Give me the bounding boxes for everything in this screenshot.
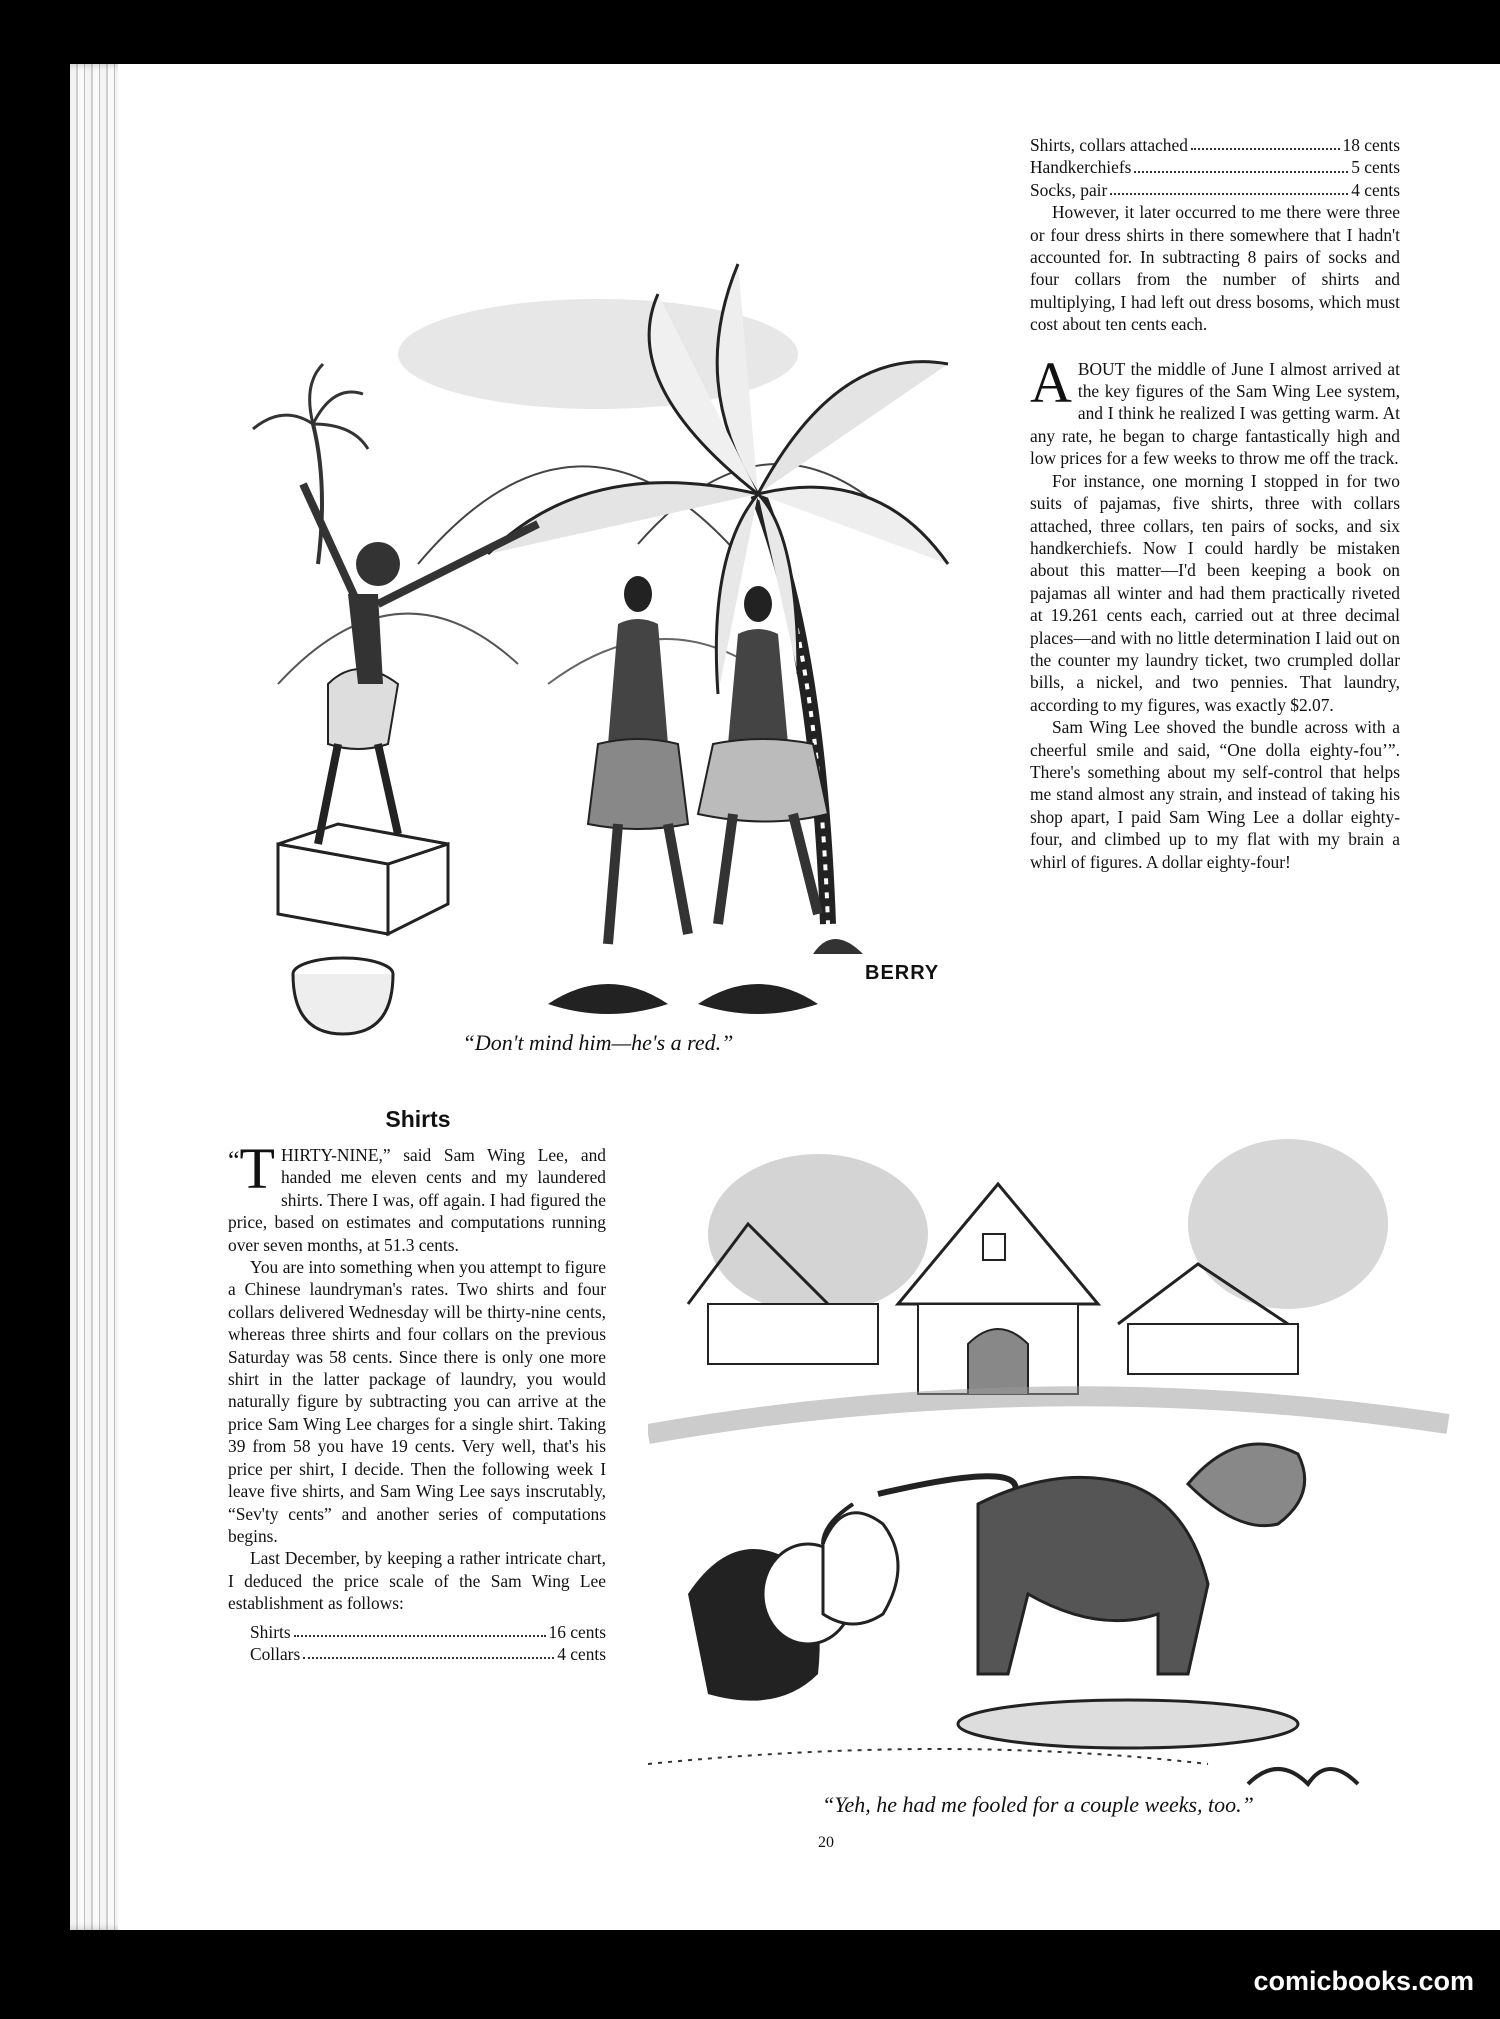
price-value: 5 cents <box>1351 157 1400 178</box>
magazine-page <box>118 64 1500 1930</box>
leader-dots <box>294 1621 546 1637</box>
leader-dots <box>1134 156 1348 172</box>
drop-cap: T <box>239 1136 275 1201</box>
price-label: Shirts <box>250 1621 291 1642</box>
price-line <box>1030 156 1400 178</box>
page-number: 20 <box>818 1834 834 1851</box>
cartoon1-signature: BERRY <box>865 962 940 984</box>
open-quote: “ <box>228 1146 240 1175</box>
cartoon1-caption: “Don't mind him—he's a red.” <box>462 1030 734 1055</box>
cartoon2-caption: “Yeh, he had me fooled for a couple weeks, too.” <box>822 1792 1254 1817</box>
paragraph-text: HIRTY-NINE,” said Sam Wing Lee, and handed me eleven cents and my laundered shirts. There I was, off again. I had figured the price, based on estimates and computations running over seven months, at 51.3 cents. <box>228 1145 606 1255</box>
price-label: Shirts, collars attached <box>1030 135 1188 155</box>
cartoon-illustration-dogs <box>648 1124 1468 1844</box>
paragraph-text: BOUT the middle of June I almost arrived at the key figures of the Sam Wing Lee system, and I think he realized I was getting warm. At any rate, he began to charge fantastically high and low prices for a few weeks to throw me off the track. <box>1030 358 1400 469</box>
price-label: Handkerchiefs <box>1030 157 1132 178</box>
top-right-column <box>1030 134 1400 873</box>
price-value: 4 cents <box>557 1643 606 1664</box>
leader-dots <box>303 1643 554 1659</box>
leader-dots <box>1191 134 1340 150</box>
article-column <box>228 1136 606 1665</box>
leader-dots <box>1110 179 1348 195</box>
paragraph: For instance, one morning I stopped in for two suits of pajamas, five shirts, three with collars attached, three collars, ten pairs of socks, and six handkerchiefs. Now I could hardly be mistaken about this matter—I'd been keeping a book on pajamas all winter and had them practically riveted at 19.261 cents each, carried out at three decimal places—and with no little determination I laid out on the counter my laundry ticket, two crumpled dollar bills, a nickel, and two pennies. That laundry, according to my figures, was exactly $2.07. <box>1030 470 1400 715</box>
cartoon-illustration-dancers <box>218 124 1098 1084</box>
price-line <box>250 1621 606 1643</box>
paragraph-dropcap <box>1030 349 1400 470</box>
article-heading: Shirts <box>385 1106 451 1132</box>
price-line <box>1030 179 1400 201</box>
paragraph: You are into something when you attempt to figure a Chinese laundryman's rates. Two shirts and four collars delivered Wednesday will be thirty-nine cents, whereas three shirts and four collars on the previous Saturday was 58 cents. Since there is only one more shirt in the latter package of laundry, you would naturally figure by subtracting you can arrive at the price Sam Wing Lee charges for a single shirt. Taking 39 from 58 you have 19 cents. Very well, that's his price per shirt, I decide. Then the following week I leave five shirts, and Sam Wing Lee says inscrutably, “Sev'ty cents” and another series of computations begins. <box>228 1257 606 1546</box>
paragraph: Sam Wing Lee shoved the bundle across with a cheerful smile and said, “One dolla eighty-fou’”. There's something about my self-control that helps me stand almost any strain, and instead of taking his shop apart, I paid Sam Wing Lee a dollar eighty-four, and climbed up to my flat with my brain a whirl of figures. A dollar eighty-four! <box>1030 717 1400 872</box>
price-label: Socks, pair <box>1030 179 1108 200</box>
price-line <box>1030 134 1400 156</box>
price-value: 16 cents <box>548 1621 606 1642</box>
paragraph: However, it later occurred to me there were three or four dress shirts in there somewhere that I hadn't accounted for. In subtracting 8 pairs of socks and four collars from the number of shirts and multiplying, I had left out dress bosoms, which must cost about ten cents each. <box>1030 202 1400 335</box>
price-list <box>228 1621 606 1666</box>
price-value: 4 cents <box>1351 179 1400 200</box>
paragraph-dropcap <box>228 1136 606 1256</box>
price-value: 18 cents <box>1342 135 1400 155</box>
price-line <box>250 1643 606 1665</box>
watermark: comicbooks.com <box>1253 1966 1474 1996</box>
drop-cap: A <box>1030 349 1072 415</box>
price-label: Collars <box>250 1643 301 1664</box>
paragraph: Last December, by keeping a rather intricate chart, I deduced the price scale of the Sam Wing Lee establishment as follows: <box>228 1548 606 1614</box>
